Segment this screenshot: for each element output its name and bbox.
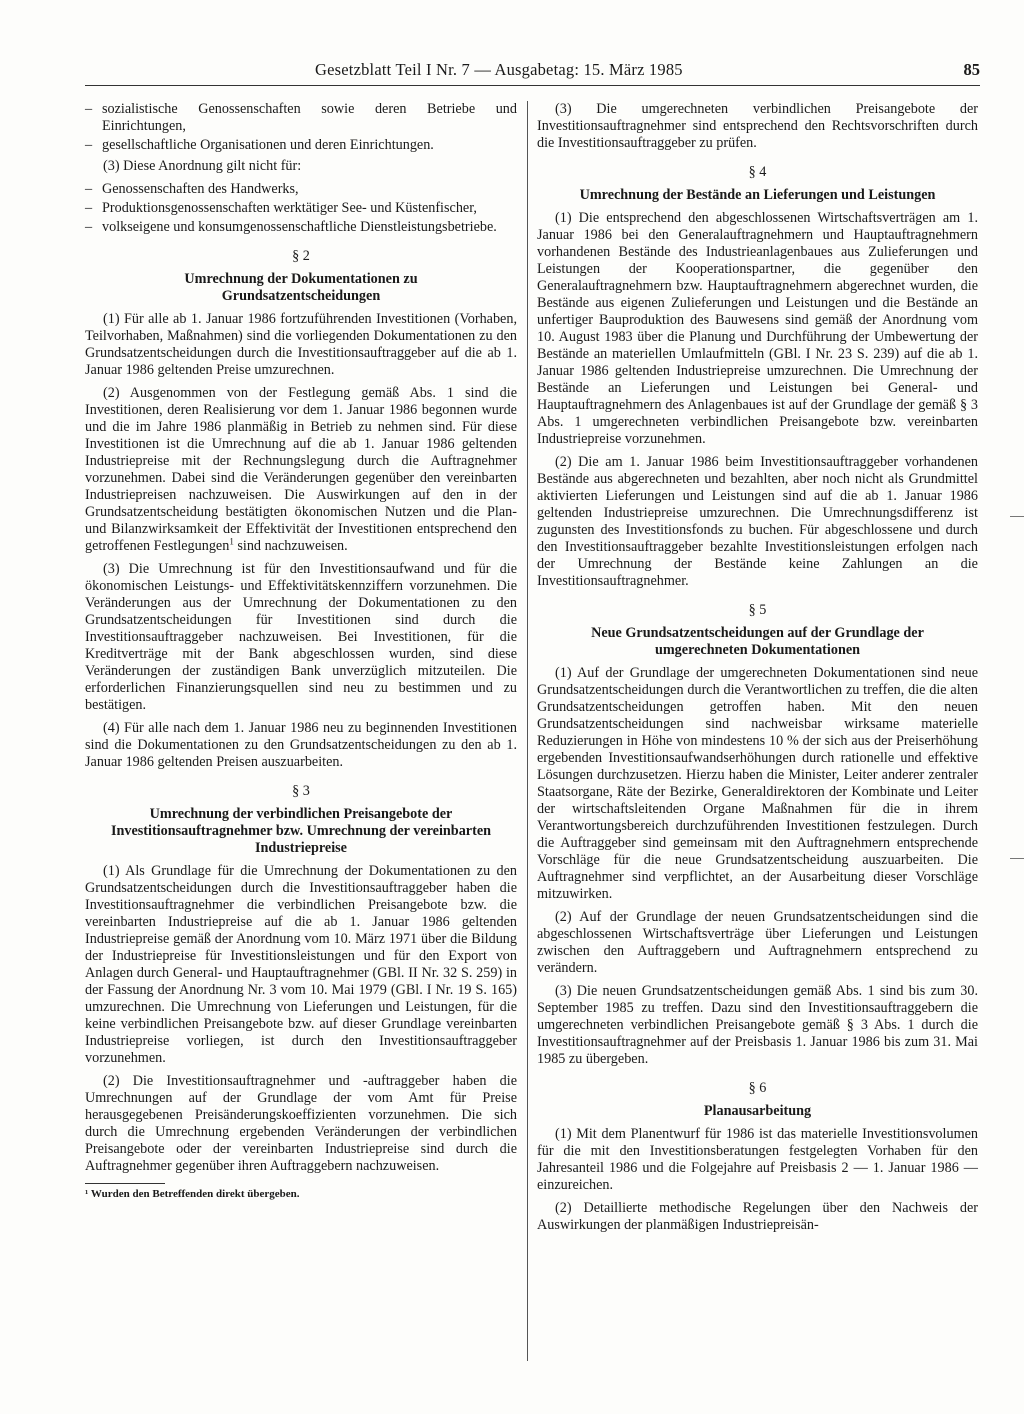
section-title: Umrechnung der verbindlichen Preisangebote der Investitionsauftragnehmer bzw. Umrechnung der vereinbarten Industriepreise (110, 806, 492, 856)
paragraph: (1) Mit dem Planentwurf für 1986 ist das materielle Investitionsvolumen für die mit den Investitionsberatungen festgelegten Vorhaben für den Jahresanteil 1986 und die Folgejahre auf Preisbasis 2 — 1. Januar 1986 — einzureichen. (537, 1126, 978, 1193)
footnote-rule (85, 1183, 165, 1184)
paragraph: (2) Auf der Grundlage der neuen Grundsatzentscheidungen sind die abgeschlossenen Wirtschaftsverträge über Lieferungen und Leistungen zwischen den Auftraggebern und Auftragnehmern entsprechend zu verändern. (537, 909, 978, 976)
edge-mark (1010, 516, 1024, 517)
paragraph: (2) Die am 1. Januar 1986 beim Investitionsauftraggeber vorhandenen Bestände aus abgerechneten und bezahlten, aber noch nicht als Grundmittel aktivierten Lieferungen und Leistungen sind auf die ab 1. Januar 1986 geltenden Industriepreise umzurechnen. Die Umrechnungsdifferenz ist zugunsten des Investitionsfonds zu buchen. Für abgeschlossene und durch den Investitionsauftraggeber bezahlte Investitionsleistungen erfolgen nach der Umrechnung der Bestände keine Zahlungen an die Investitionsauftragnehmer. (537, 454, 978, 589)
left-column (85, 101, 517, 1376)
list-item: – sozialistische Genossenschaften sowie deren Betriebe und Einrichtungen, (85, 101, 517, 134)
page-header (85, 60, 980, 86)
header-title: Gesetzblatt Teil I Nr. 7 — Ausgabetag: 15. März 1985 (315, 60, 683, 79)
paragraph: (2) Ausgenommen von der Festlegung gemäß Abs. 1 sind die Investitionen, deren Realisierung vor dem 1. Januar 1986 begonnen wurde und die im Jahre 1986 planmäßig in Betrieb zu nehmen sind. Für diese Investitionen ist die Umrechnung auf die ab 1. Januar 1986 geltenden Industriepreise mit der Rechnungslegung durch die Auftragnehmer vorzunehmen. Dabei sind die Veränderungen gegenüber den vereinbarten Industriepreisen nachzuweisen. Die Auswirkungen auf den in der Grundsatzentscheidung bestätigten ökonomischen Nutzen und die Plan- und Bilanzwirksamkeit der Effektivität der Investitionen entsprechend den getroffenen Festlegungen$^1$ sind nachzuweisen. (85, 385, 517, 554)
paragraph: (2) Detaillierte methodische Regelungen über den Nachweis der Auswirkungen der planmäßigen Industriepreisän- (537, 1200, 978, 1233)
section-title: Neue Grundsatzentscheidungen auf der Grundlage der umgerechneten Dokumentationen (591, 625, 924, 658)
paragraph: (1) Für alle ab 1. Januar 1986 fortzuführenden Investitionen (Vorhaben, Teilvorhaben, Maßnahmen) sind die vorliegenden Dokumentationen zu den Grundsatzentscheidungen durch die Investitionsauftraggeber auf die ab 1. Januar 1986 geltenden Preise umzurechnen. (85, 311, 517, 378)
header-rule (85, 85, 980, 86)
list-item: – volkseigene und konsumgenossenschaftliche Dienstleistungsbetriebe. (85, 219, 497, 235)
section-number: § 2 (292, 248, 310, 264)
paragraph: (2) Die Investitionsauftragnehmer und -auftraggeber haben die Umrechnungen auf der Grundlage der vom Amt für Preise herausgegebenen Preisänderungskoeffizienten vorzunehmen. Die sich durch die Umrechnung ergebenden Veränderungen der verbindlichen Preisangebote oder der vereinbarten Industriepreise sind durch die Auftragnehmer gegenüber ihren Auftraggebern nachzuweisen. (85, 1073, 517, 1174)
dash-list-scope (85, 101, 517, 154)
paragraph: (4) Für alle nach dem 1. Januar 1986 neu zu beginnenden Investitionen sind die Dokumentationen zu den Grundsatzentscheidungen zu den ab 1. Januar 1986 geltenden Preisen auszuarbeiten. (85, 720, 517, 770)
paragraph: (3) Die umgerechneten verbindlichen Preisangebote der Investitionsauftragnehmer sind entsprechend den Rechtsvorschriften durch die Investitionsauftraggeber zu prüfen. (537, 101, 978, 151)
page-number: 85 (963, 60, 980, 79)
right-column (537, 101, 978, 1376)
section-title: Umrechnung der Bestände an Lieferungen und Leistungen (579, 187, 936, 203)
list-item: – Produktionsgenossenschaften werktätiger See- und Küstenfischer, (85, 200, 477, 216)
paragraph: (3) Diese Anordnung gilt nicht für: (103, 158, 302, 174)
dash-list-exclusions (85, 181, 517, 236)
list-item: – gesellschaftliche Organisationen und deren Einrichtungen. (85, 137, 434, 153)
list-item: – Genossenschaften des Handwerks, (85, 181, 299, 197)
column-divider (527, 101, 528, 1361)
paragraph: (1) Die entsprechend den abgeschlossenen Wirtschaftsverträgen am 1. Januar 1986 bei den Generalauftragnehmern und Hauptauftragnehmern vorhandenen Bestände des Industrieanlagenbaues aus Zulieferungen und Leistungen der Kooperationspartner, die gegenüber den Generalauftragnehmern bzw. Hauptauftragnehmern abgerechnet wurden, die Bestände aus eigenen Zulieferungen und Leistungen und die Bestände an unfertiger Bauproduktion des Bauwesens sind gemäß der Anordnung vom 10. August 1983 über die Planung und Durchführung der Umbewertung der Bestände an materiellen Umlaufmitteln (GBl. I Nr. 23 S. 239) auf die ab 1. Januar 1986 geltenden Industriepreise umzurechnen. Die Umrechnung der Bestände an Lieferungen und Leistungen bei General- und Hauptauftragnehmern des Anlagenbaues ist auf der Grundlage der gemäß § 3 Abs. 1 umgerechneten verbindlichen Preisangebote bzw. vereinbarten Industriepreise vorzunehmen. (537, 210, 978, 447)
section-number: § 5 (748, 602, 767, 618)
paragraph: (3) Die Umrechnung ist für den Investitionsaufwand und für die ökonomischen Leistungs- und Effektivitätskennziffern vorzunehmen. Die Veränderungen aus der Umrechnung der Dokumentationen zu den Grundsatzentscheidungen für Investitionen sind durch die Investitionsauftraggeber nachzuweisen. Bei Investitionen, für die Kreditverträge mit der Bank abgeschlossen wurden, sind diese Veränderungen der zuständigen Bank unverzüglich mitzuteilen. Die erforderlichen Finanzierungsquellen sind neu zu bestimmen und zu bestätigen. (85, 561, 517, 713)
edge-mark (1010, 858, 1024, 859)
section-number: § 6 (748, 1080, 767, 1096)
section-title: Umrechnung der Dokumentationen zu Grundsatzentscheidungen (184, 271, 418, 304)
section-number: § 3 (292, 783, 310, 799)
footnote: ¹ Wurden den Betreffenden direkt übergeben. (85, 1188, 300, 1200)
section-number: § 4 (748, 164, 767, 180)
paragraph: (1) Als Grundlage für die Umrechnung der Dokumentationen zu den Grundsatzentscheidungen durch die Investitionsauftraggeber haben die Investitionsauftragnehmer die verbindlichen Preisangebote bzw. die vereinbarten Industriepreise auf die ab 1. Januar 1986 geltenden Industriepreise gemäß der Anordnung vom 10. März 1971 über die Bildung der Industriepreise für Investitionsleistungen und für den Export von Anlagen durch General- und Hauptauftragnehmer (GBl. II Nr. 32 S. 259) in der Fassung der Anordnung Nr. 3 vom 10. Mai 1979 (GBl. I Nr. 19 S. 165) umzurechnen. Die Umrechnung von Lieferungen und Leistungen, für die keine verbindlichen Preisangebote bzw. auf dieser Grundlage vereinbarten Industriepreise vorliegen, ist durch den Investitionsauftraggeber vorzunehmen. (85, 863, 517, 1066)
paragraph: (3) Die neuen Grundsatzentscheidungen gemäß Abs. 1 sind bis zum 30. September 1985 zu treffen. Dazu sind den Investitionsauftraggebern die umgerechneten verbindlichen Preisangebote gemäß § 3 Abs. 1 durch die Investitionsauftragnehmer auf der Preisbasis 1. Januar 1986 bis zum 31. Mai 1985 zu übergeben. (537, 983, 978, 1067)
footnote-ref: 1 (229, 536, 234, 547)
section-title: Planausarbeitung (703, 1103, 812, 1119)
paragraph: (1) Auf der Grundlage der umgerechneten Dokumentationen sind neue Grundsatzentscheidungen durch die Verantwortlichen zu treffen, die die alten Grundsatzentscheidungen getroffen haben. Mit den neuen Grundsatzentscheidungen sind nachweisbar wirksame materielle Reduzierungen in Höhe von mindestens 10 % der sich aus der Preiserhöhung ergebenden Investitionsaufwandserhöhungen durch rationelle und effektive Lösungen durchzusetzen. Hierzu haben die Minister, Leiter anderer zentraler Staatsorgane, Räte der Bezirke, Generaldirektoren der Kombinate und Leiter der wirtschaftsleitenden Organe Maßnahmen für die in ihrem Verantwortungsbereich durchzuführenden Investitionen festzulegen. Durch die Auftraggeber sind gemeinsam mit den Auftragnehmern entsprechende Vorschläge für die neue Grundsatzentscheidung auszuarbeiten. Die Auftragnehmer sind verpflichtet, an der Ausarbeitung dieser Vorschläge mitzuwirken. (537, 665, 978, 902)
